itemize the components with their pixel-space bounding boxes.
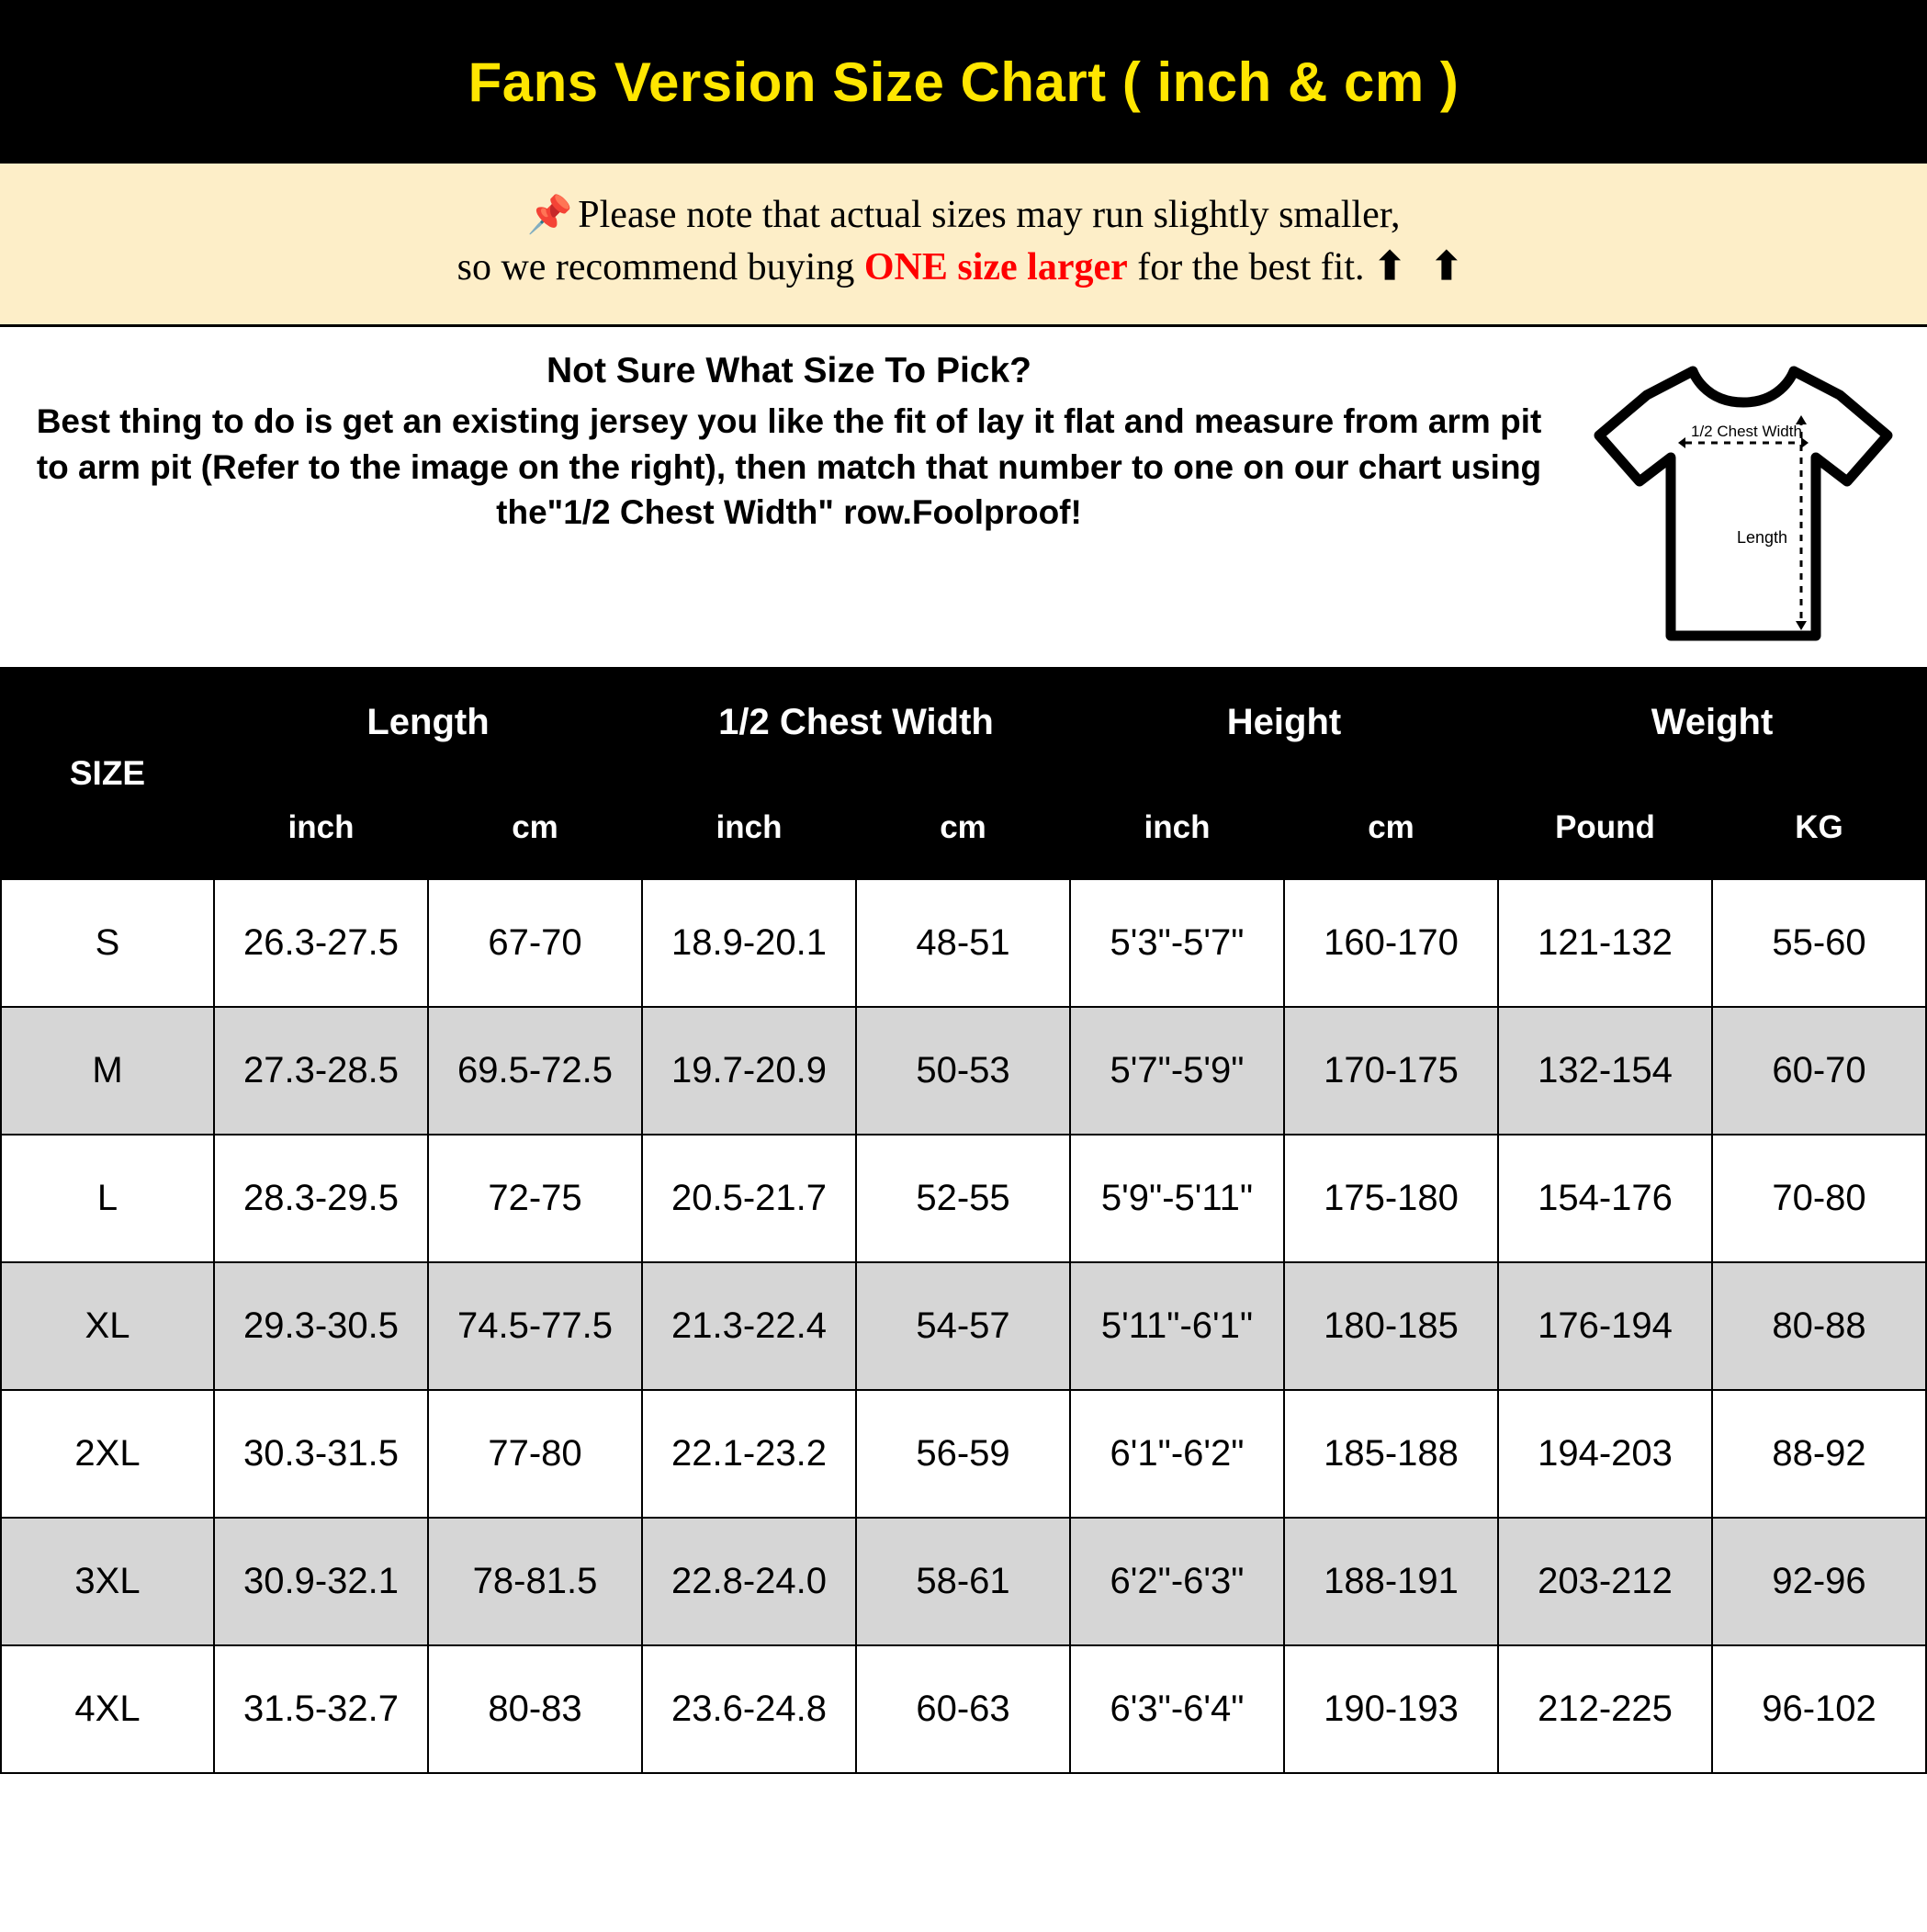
cell-weight-kg: 80-88 — [1712, 1262, 1926, 1390]
title-bar — [0, 0, 1927, 164]
row-size: 2XL — [1, 1390, 214, 1518]
header-unit-chest-inch: inch — [642, 776, 856, 879]
cell-weight-kg: 70-80 — [1712, 1135, 1926, 1262]
header-group-chest: 1/2 Chest Width — [642, 668, 1070, 776]
cell-weight-pound: 176-194 — [1498, 1262, 1712, 1390]
cell-length-cm: 74.5-77.5 — [428, 1262, 642, 1390]
cell-length-inch: 30.9-32.1 — [214, 1518, 428, 1645]
cell-weight-kg: 92-96 — [1712, 1518, 1926, 1645]
cell-weight-kg: 96-102 — [1712, 1645, 1926, 1773]
help-section — [0, 327, 1927, 667]
cell-chest-inch: 19.7-20.9 — [642, 1007, 856, 1135]
size-table-head — [1, 668, 1926, 879]
cell-height-inch: 6'2"-6'3" — [1070, 1518, 1284, 1645]
cell-chest-inch: 22.1-23.2 — [642, 1390, 856, 1518]
pushpin-icon: 📌 — [526, 194, 573, 235]
cell-weight-pound: 121-132 — [1498, 879, 1712, 1007]
table-row — [1, 1645, 1926, 1773]
row-size: L — [1, 1135, 214, 1262]
header-row-groups — [1, 668, 1926, 776]
up-arrows-icon: ⬆ ⬆ — [1373, 245, 1471, 288]
cell-length-cm: 80-83 — [428, 1645, 642, 1773]
cell-height-cm: 180-185 — [1284, 1262, 1498, 1390]
row-size: XL — [1, 1262, 214, 1390]
table-row — [1, 1262, 1926, 1390]
cell-chest-inch: 20.5-21.7 — [642, 1135, 856, 1262]
cell-weight-pound: 132-154 — [1498, 1007, 1712, 1135]
header-group-length: Length — [214, 668, 642, 776]
cell-chest-inch: 21.3-22.4 — [642, 1262, 856, 1390]
cell-height-cm: 160-170 — [1284, 879, 1498, 1007]
cell-length-inch: 28.3-29.5 — [214, 1135, 428, 1262]
size-table-body — [1, 879, 1926, 1773]
header-row-units — [1, 776, 1926, 879]
row-size: M — [1, 1007, 214, 1135]
tshirt-measurement-figure — [1569, 344, 1918, 658]
header-size: SIZE — [1, 668, 214, 879]
cell-height-inch: 6'1"-6'2" — [1070, 1390, 1284, 1518]
cell-weight-pound: 203-212 — [1498, 1518, 1712, 1645]
page-title: Fans Version Size Chart ( inch & cm ) — [468, 51, 1459, 113]
cell-height-cm: 175-180 — [1284, 1135, 1498, 1262]
cell-weight-kg: 60-70 — [1712, 1007, 1926, 1135]
row-size: 3XL — [1, 1518, 214, 1645]
cell-height-inch: 5'9"-5'11" — [1070, 1135, 1284, 1262]
cell-chest-cm: 50-53 — [856, 1007, 1070, 1135]
table-row — [1, 1007, 1926, 1135]
cell-chest-cm: 60-63 — [856, 1645, 1070, 1773]
cell-height-cm: 185-188 — [1284, 1390, 1498, 1518]
table-row — [1, 1135, 1926, 1262]
note-band — [0, 164, 1927, 327]
header-unit-weight-pound: Pound — [1498, 776, 1712, 879]
cell-length-inch: 26.3-27.5 — [214, 879, 428, 1007]
size-table — [0, 667, 1927, 1774]
cell-chest-inch: 23.6-24.8 — [642, 1645, 856, 1773]
cell-weight-pound: 194-203 — [1498, 1390, 1712, 1518]
cell-height-inch: 5'7"-5'9" — [1070, 1007, 1284, 1135]
cell-chest-cm: 52-55 — [856, 1135, 1070, 1262]
cell-length-inch: 27.3-28.5 — [214, 1007, 428, 1135]
cell-length-cm: 77-80 — [428, 1390, 642, 1518]
cell-chest-cm: 54-57 — [856, 1262, 1070, 1390]
row-size: S — [1, 879, 214, 1007]
note-text-2a: so we recommend buying — [456, 245, 864, 288]
header-group-weight: Weight — [1498, 668, 1926, 776]
header-unit-length-cm: cm — [428, 776, 642, 879]
cell-length-inch: 31.5-32.7 — [214, 1645, 428, 1773]
cell-height-cm: 170-175 — [1284, 1007, 1498, 1135]
cell-height-inch: 5'3"-5'7" — [1070, 879, 1284, 1007]
header-unit-weight-kg: KG — [1712, 776, 1926, 879]
help-heading: Not Sure What Size To Pick? — [546, 351, 1031, 391]
cell-chest-inch: 18.9-20.1 — [642, 879, 856, 1007]
cell-weight-pound: 212-225 — [1498, 1645, 1712, 1773]
cell-chest-inch: 22.8-24.0 — [642, 1518, 856, 1645]
note-line-2 — [37, 242, 1890, 294]
cell-chest-cm: 56-59 — [856, 1390, 1070, 1518]
cell-length-inch: 30.3-31.5 — [214, 1390, 428, 1518]
cell-length-cm: 78-81.5 — [428, 1518, 642, 1645]
table-row — [1, 1518, 1926, 1645]
figure-length-label: Length — [1737, 528, 1788, 548]
note-text-1: Please note that actual sizes may run slightly smaller, — [578, 194, 1401, 236]
cell-height-cm: 188-191 — [1284, 1518, 1498, 1645]
header-unit-height-cm: cm — [1284, 776, 1498, 879]
cell-length-inch: 29.3-30.5 — [214, 1262, 428, 1390]
help-text — [9, 344, 1569, 544]
header-group-height: Height — [1070, 668, 1498, 776]
help-body: Best thing to do is get an existing jersey you like the fit of lay it flat and measure from arm pit to arm pit (Refer to the image on the right), then match that number to one on our chart using the"1/2 Chest Width" row.Foolproof! — [36, 402, 1542, 531]
cell-height-cm: 190-193 — [1284, 1645, 1498, 1773]
cell-chest-cm: 58-61 — [856, 1518, 1070, 1645]
cell-chest-cm: 48-51 — [856, 879, 1070, 1007]
header-unit-chest-cm: cm — [856, 776, 1070, 879]
cell-length-cm: 67-70 — [428, 879, 642, 1007]
note-emphasis: ONE size larger — [863, 245, 1128, 288]
figure-chest-label: 1/2 Chest Width — [1691, 423, 1802, 441]
tshirt-icon — [1583, 355, 1904, 658]
cell-weight-kg: 55-60 — [1712, 879, 1926, 1007]
row-size: 4XL — [1, 1645, 214, 1773]
cell-weight-kg: 88-92 — [1712, 1390, 1926, 1518]
cell-length-cm: 69.5-72.5 — [428, 1007, 642, 1135]
note-line-1 — [37, 189, 1890, 242]
cell-length-cm: 72-75 — [428, 1135, 642, 1262]
table-row — [1, 879, 1926, 1007]
table-row — [1, 1390, 1926, 1518]
cell-weight-pound: 154-176 — [1498, 1135, 1712, 1262]
cell-height-inch: 5'11"-6'1" — [1070, 1262, 1284, 1390]
note-text-2b: for the best fit. — [1127, 245, 1365, 288]
header-unit-length-inch: inch — [214, 776, 428, 879]
cell-height-inch: 6'3"-6'4" — [1070, 1645, 1284, 1773]
header-unit-height-inch: inch — [1070, 776, 1284, 879]
